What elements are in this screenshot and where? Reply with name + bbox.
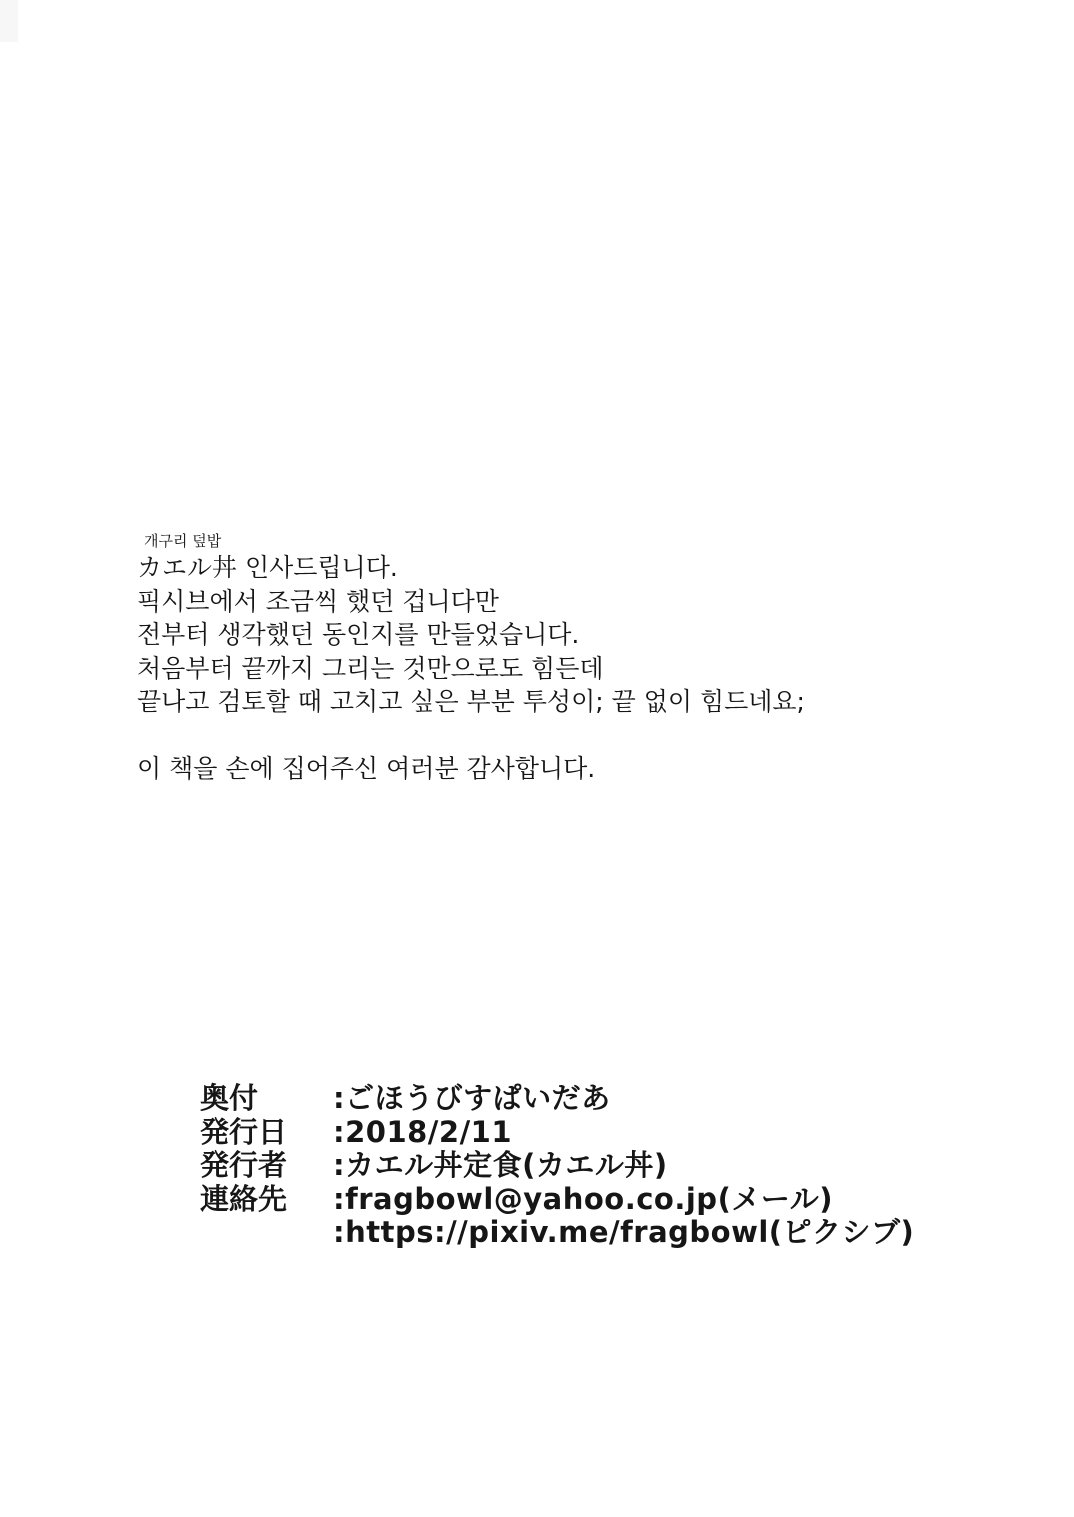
blank-line <box>137 719 805 753</box>
greeting-line: 전부터 생각했던 동인지를 만들었습니다. <box>137 620 580 649</box>
greeting-thanks-line: 이 책을 손에 집어주신 여러분 감사합니다. <box>137 754 596 783</box>
colophon-value-email: :fragbowl@yahoo.co.jp(メール) <box>333 1181 833 1216</box>
colophon-label: 奥付 <box>200 1081 259 1115</box>
colophon-value-title: :ごほうびすぱいだあ <box>333 1081 611 1115</box>
greeting-line: 처음부터 끝까지 그리는 것만으로도 힘든데 <box>137 653 604 683</box>
colophon-block <box>200 1082 914 1250</box>
colophon-label: 発行日 <box>200 1114 288 1149</box>
colophon-label-empty <box>200 1216 333 1250</box>
colophon-value-pixiv-url: :https://pixiv.me/fragbowl(ピクシブ) <box>333 1215 915 1250</box>
greeting-text-block <box>137 532 805 786</box>
colophon-row-publish-date <box>200 1116 914 1150</box>
colophon-value-publish-date: :2018/2/11 <box>333 1114 513 1149</box>
greeting-line-intro: カエル丼 인사드립니다. <box>137 553 398 582</box>
colophon-row-contact-email <box>200 1183 914 1217</box>
colophon-label: 連絡先 <box>200 1181 288 1216</box>
colophon-row-contact-pixiv <box>200 1216 914 1250</box>
colophon-row-publisher <box>200 1149 914 1183</box>
greeting-line: 픽시브에서 조금씩 했던 겁니다만 <box>137 586 499 616</box>
colophon-value-publisher: :カエル丼定食(カエル丼) <box>333 1148 668 1183</box>
colophon-row-title <box>200 1082 914 1116</box>
colophon-label: 発行者 <box>200 1148 288 1183</box>
greeting-line: 끝나고 검토할 때 고치고 싶은 부분 투성이; 끝 없이 힘드네요; <box>137 687 805 716</box>
scan-corner-artifact <box>0 0 18 42</box>
ruby-annotation: 개구리 덮밥 <box>144 532 222 550</box>
